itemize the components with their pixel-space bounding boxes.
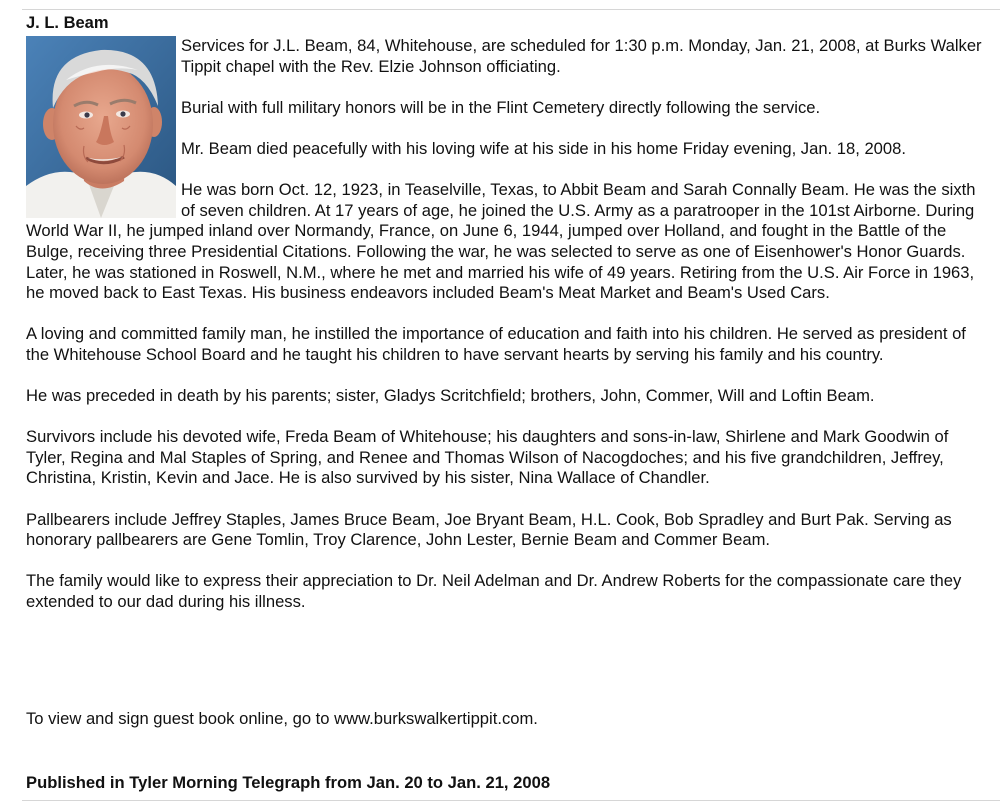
obituary-article [26,36,986,633]
publication-line: Published in Tyler Morning Telegraph from Jan. 20 to Jan. 21, 2008 [26,773,551,792]
paragraph-death: Mr. Beam died peacefully with his loving wife at his side in his home Friday evening, Jan. 18, 2008. [181,138,906,158]
paragraph-family-man: A loving and committed family man, he instilled the importance of education and faith into his children. He served as president of the Whitehouse School Board and he taught his children to have servant hearts by serving his family and his country. [26,324,966,364]
paragraph-services: Services for J.L. Beam, 84, Whitehouse, are scheduled for 1:30 p.m. Monday, Jan. 21, 2008, at Burks Walker Tippit chapel with the Rev. Elzie Johnson officiating. [181,36,982,76]
portrait-photo [26,36,176,218]
paragraph-preceded: He was preceded in death by his parents; sister, Gladys Scritchfield; brothers, John, Commer, Will and Loftin Beam. [26,386,875,406]
bottom-divider [22,800,1000,801]
top-divider [22,9,1000,10]
guestbook-note: To view and sign guest book online, go to www.burkswalkertippit.com. [26,709,538,728]
paragraph-appreciation: The family would like to express their appreciation to Dr. Neil Adelman and Dr. Andrew Roberts for the compassionate care they extended to our dad during his illness. [26,571,962,612]
paragraph-biography: He was born Oct. 12, 1923, in Teaselville, Texas, to Abbit Beam and Sarah Connally Beam. He was the sixth of seven children. At 17 years of age, he joined the U.S. Army as a paratrooper in the 101st Airborne. During World War II, he jumped inland over Normandy, France, on June 6, 1944, jumped over Holland, and fought in the Battle of the Bulge, receiving three Presidential Citations. Following the war, he was selected to serve as one of Eisenhower's Honor Guards. Later, he was stationed in Roswell, N.M., where he met and married his wife of 49 years. Retiring from the U.S. Air Force in 1963, he moved back to East Texas. His business endeavors included Beam's Meat Market and Beam's Used Cars. [26,180,976,303]
deceased-name: J. L. Beam [26,14,109,32]
paragraph-pallbearers: Pallbearers include Jeffrey Staples, James Bruce Beam, Joe Bryant Beam, H.L. Cook, Bob Spradley and Burt Pak. Serving as honorary pallbearers are Gene Tomlin, Troy Clarence, John Lester, Bernie Beam and Commer Beam. [26,509,952,550]
paragraph-burial: Burial with full military honors will be in the Flint Cemetery directly following the service. [181,97,821,117]
paragraph-survivors: Survivors include his devoted wife, Freda Beam of Whitehouse; his daughters and sons-in-law, Shirlene and Mark Goodwin of Tyler, Regina and Mal Staples of Spring, and Renee and Thomas Wilson of Nacogdoches; and his five grandchildren, Jeffrey, Christina, Kristin, Kevin and Jace. He is also survived by his sister, Nina Wallace of Chandler. [26,427,949,488]
